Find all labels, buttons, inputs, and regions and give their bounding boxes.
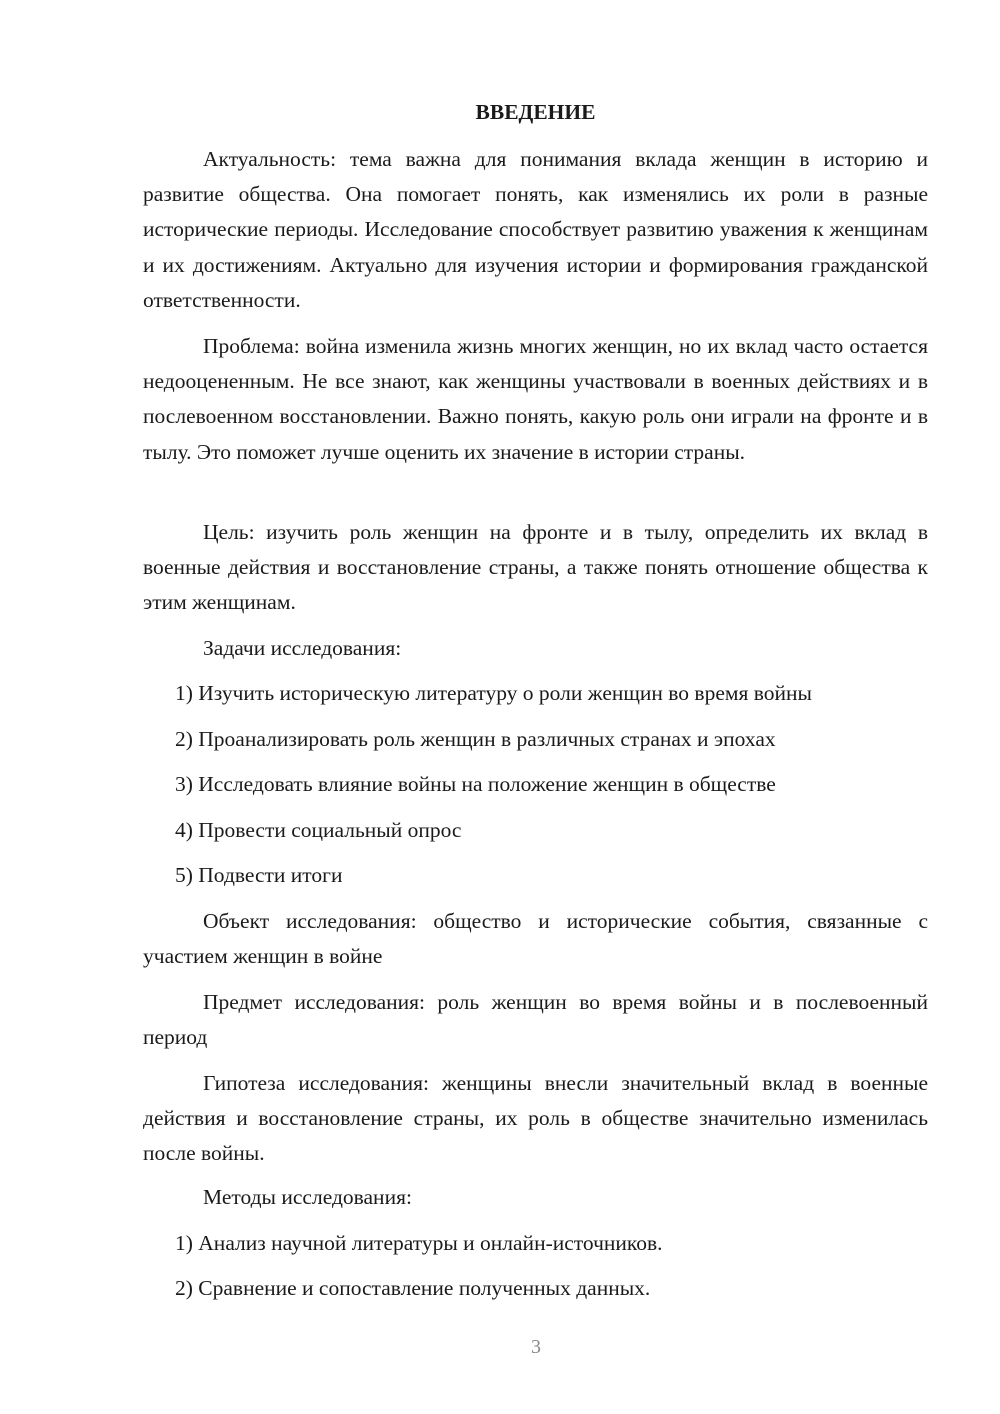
method-item-2: 2) Сравнение и сопоставление полученных данных. [175,1276,651,1300]
task-item-2: 2) Проанализировать роль женщин в различных странах и эпохах [175,727,776,751]
task-item-3: 3) Исследовать влияние войны на положение женщин в обществе [175,772,776,796]
object-paragraph: Объект исследования: общество и исторические события, связанные с участием женщин в войне [143,909,928,969]
section-heading: ВВЕДЕНИЕ [475,100,596,124]
subject-paragraph: Предмет исследования: роль женщин во время войны и в послевоенный период [143,990,928,1050]
page-number: 3 [531,1336,541,1358]
task-item-1: 1) Изучить историческую литературу о роли женщин во время войны [175,681,812,705]
task-item-4: 4) Провести социальный опрос [175,818,462,842]
relevance-paragraph: Актуальность: тема важна для понимания вклада женщин в историю и развитие общества. Она помогает понять, как изменялись их роли в разные исторические периоды. Исследование способствует развитию уважения к женщинам и их достижениям. Актуально для изучения истории и формирования гражданской ответственности. [143,147,928,312]
task-item-5: 5) Подвести итоги [175,863,343,887]
goal-paragraph: Цель: изучить роль женщин на фронте и в тылу, определить их вклад в военные действия и восстановление страны, а также понять отношение общества к этим женщинам. [143,520,928,615]
method-item-1: 1) Анализ научной литературы и онлайн-источников. [175,1231,663,1255]
methods-label: Методы исследования: [203,1185,412,1209]
hypothesis-paragraph: Гипотеза исследования: женщины внесли значительный вклад в военные действия и восстановление страны, их роль в обществе значительно изменилась после войны. [143,1071,928,1166]
problem-paragraph: Проблема: война изменила жизнь многих женщин, но их вклад часто остается недооцененным. Не все знают, как женщины участвовали в военных действиях и в послевоенном восстановлении. Важно понять, какую роль они играли на фронте и в тылу. Это поможет лучше оценить их значение в истории страны. [143,334,928,464]
tasks-label: Задачи исследования: [203,636,402,660]
